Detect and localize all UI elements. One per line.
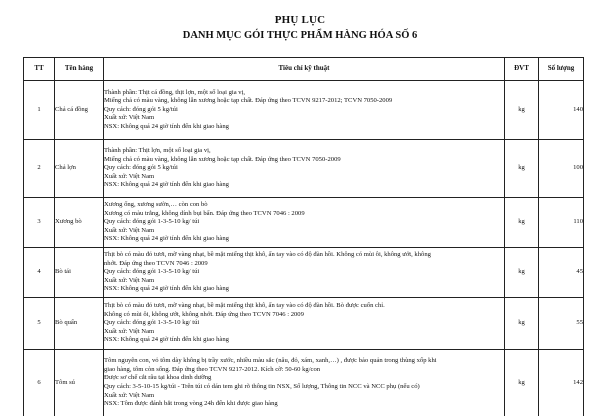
spec-line: NSX: Không quá 24 giờ tính đến khi giao hàng <box>104 285 504 294</box>
item-unit: kg <box>505 248 539 298</box>
table-row <box>24 140 584 198</box>
spec-line: Quy cách: đóng gói 5 kg/túi <box>104 164 504 173</box>
item-unit: kg <box>505 198 539 248</box>
item-spec <box>104 140 505 198</box>
item-unit: kg <box>505 350 539 416</box>
row-number: 2 <box>24 140 55 198</box>
spec-line: Quy cách: đóng gói 5 kg/túi <box>104 106 504 115</box>
item-name: Chả lợn <box>55 140 104 198</box>
page-title: PHỤ LỤC <box>0 14 600 26</box>
spec-line: NSX: Không quá 24 giờ tính đến khi giao hàng <box>104 181 504 190</box>
row-number: 6 <box>24 350 55 416</box>
row-number: 5 <box>24 298 55 350</box>
item-spec <box>104 81 505 140</box>
item-spec <box>104 298 505 350</box>
table-row <box>24 81 584 140</box>
column-header-tt: TT <box>24 58 55 81</box>
spec-line: Xương có màu trắng, không dính bụi bẩn. Đáp ứng theo TCVN 7046 : 2009 <box>104 210 504 219</box>
spec-line: Xuất xứ: Việt Nam <box>104 392 504 401</box>
spec-line: Thành phần: Thịt lợn, một số loại gia vị, <box>104 147 504 156</box>
spec-line: Quy cách: đóng gói 1-3-5-10 kg/ túi <box>104 218 504 227</box>
spec-line: Tôm nguyên con, vỏ tôm dày không bị trầy xước, nhiều màu sắc (nâu, đỏ, xám, xanh,…) , được bảo quản trong thùng xốp khi <box>104 357 504 366</box>
spec-line: Xuất xứ: Việt Nam <box>104 114 504 123</box>
row-number: 4 <box>24 248 55 298</box>
item-name: Xương bò <box>55 198 104 248</box>
spec-line: Xuất xứ: Việt Nam <box>104 173 504 182</box>
item-quantity: 45 <box>539 248 584 298</box>
item-spec <box>104 350 505 416</box>
spec-line: Xuất xứ: Việt Nam <box>104 227 504 236</box>
column-header-unit: ĐVT <box>505 58 539 81</box>
spec-line: nhớt. Đáp ứng theo TCVN 7046 : 2009 <box>104 260 504 269</box>
item-name: Tôm sú <box>55 350 104 416</box>
spec-line: Được sơ chế cắt râu tại khoa dinh dưỡng <box>104 374 504 383</box>
page-subtitle: DANH MỤC GÓI THỰC PHẨM HÀNG HÓA SỐ 6 <box>0 30 600 41</box>
spec-line: Thành phần: Thịt cá đồng, thịt lợn, một số loại gia vị, <box>104 89 504 98</box>
row-number: 1 <box>24 81 55 140</box>
spec-line: Xuất xứ: Việt Nam <box>104 277 504 286</box>
column-header-name: Tên hàng <box>55 58 104 81</box>
item-quantity: 100 <box>539 140 584 198</box>
item-quantity: 142 <box>539 350 584 416</box>
item-quantity: 55 <box>539 298 584 350</box>
spec-line: NSX: Không quá 24 giờ tính đến khi giao hàng <box>104 123 504 132</box>
spec-line: Quy cách: đóng gói 1-3-5-10 kg/ túi <box>104 319 504 328</box>
item-unit: kg <box>505 140 539 198</box>
spec-line: NSX: Không quá 24 giờ tính đến khi giao hàng <box>104 235 504 244</box>
item-name: Bò tái <box>55 248 104 298</box>
item-spec <box>104 248 505 298</box>
table-row <box>24 298 584 350</box>
spec-line: Không có mùi ôi, không ướt, không nhớt. Đáp ứng theo TCVN 7046 : 2009 <box>104 311 504 320</box>
item-spec <box>104 198 505 248</box>
goods-table <box>23 57 584 416</box>
spec-line: Miếng chả có màu vàng, không lẫn xương hoặc tạp chất. Đáp ứng theo TCVN 7050-2009 <box>104 156 504 165</box>
spec-line: Thịt bò có màu đỏ tươi, mỡ vàng nhạt, bề mặt miếng thịt khô, ấn tay vào có độ đàn hồi. Không có mùi ôi, không ướt, không <box>104 251 504 260</box>
column-header-qty: Số lượng <box>539 58 584 81</box>
item-unit: kg <box>505 81 539 140</box>
item-quantity: 140 <box>539 81 584 140</box>
table-row <box>24 198 584 248</box>
spec-line: Thịt bò có màu đỏ tươi, mỡ vàng nhạt, bề mặt miếng thịt khô, ấn tay vào có độ đàn hồi. Bò được cuốn chỉ. <box>104 302 504 311</box>
spec-line: NSX: Tôm được đánh bắt trong vòng 24h đến khi được giao hàng <box>104 400 504 409</box>
spec-line: giao hàng, tôm còn sống. Đáp ứng theo TCVN 9217-2012. Kích cỡ: 50-60 kg/con <box>104 366 504 375</box>
spec-line: Xuất xứ: Việt Nam <box>104 328 504 337</box>
table-header-row <box>24 58 584 81</box>
spec-line: NSX: Không quá 24 giờ tính đến khi giao hàng <box>104 336 504 345</box>
table-row <box>24 350 584 416</box>
spec-line: Quy cách: 3-5-10-15 kg/túi - Trên túi có dán tem ghi rõ thông tin NSX, Số lượng, Thông tin NCC và NCC phụ (nếu có) <box>104 383 504 392</box>
spec-line: Miếng chả có màu vàng, không lẫn xương hoặc tạp chất. Đáp ứng theo TCVN 9217-2012; TCVN 7050-2009 <box>104 97 504 106</box>
spec-line: Xương ống, xương sườn,… còn con bò <box>104 201 504 210</box>
item-quantity: 110 <box>539 198 584 248</box>
row-number: 3 <box>24 198 55 248</box>
item-name: Bò quấn <box>55 298 104 350</box>
spec-line: Quy cách: đóng gói 1-3-5-10 kg/ túi <box>104 268 504 277</box>
item-unit: kg <box>505 298 539 350</box>
column-header-spec: Tiêu chí kỹ thuật <box>104 58 505 81</box>
table-row <box>24 248 584 298</box>
item-name: Chả cá đồng <box>55 81 104 140</box>
